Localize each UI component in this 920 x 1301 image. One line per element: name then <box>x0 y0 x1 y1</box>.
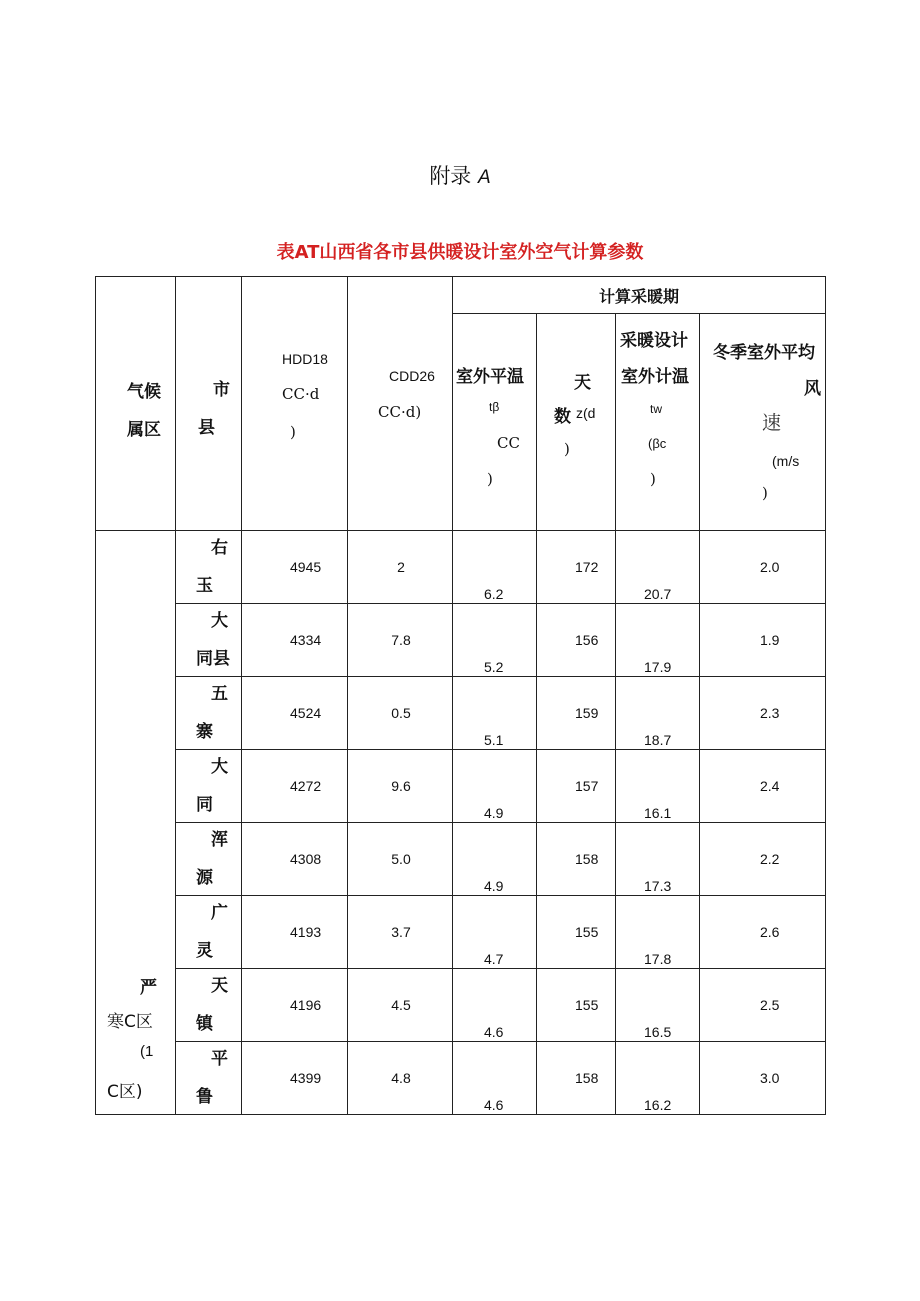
hdd-cell <box>242 1042 348 1115</box>
cdd-value: 3.7 <box>391 924 411 940</box>
city-cell <box>176 896 242 969</box>
design-temp-value: 17.8 <box>644 951 672 967</box>
wind-speed-cell <box>700 604 826 677</box>
zone-label-line1: 严 <box>140 978 157 998</box>
header-temp-unit: CC <box>497 434 520 452</box>
header-design-unit: (βc <box>648 436 667 451</box>
hdd-value: 4524 <box>290 705 322 721</box>
header-days-paren: ) <box>564 440 570 458</box>
table-row <box>96 750 826 823</box>
city-name-line1: 广 <box>211 903 228 923</box>
header-days-line2: 数 <box>554 407 571 427</box>
header-temp-paren: ) <box>487 470 493 488</box>
city-name-line1: 浑 <box>211 830 228 850</box>
outdoor-temp-value: 5.2 <box>484 659 504 675</box>
design-temp-value: 18.7 <box>644 732 672 748</box>
hdd-value: 4193 <box>290 924 322 940</box>
outdoor-temp-cell <box>453 896 537 969</box>
cdd-cell <box>348 896 453 969</box>
wind-speed-value: 2.5 <box>760 997 780 1013</box>
hdd-value: 4945 <box>290 559 322 575</box>
outdoor-temp-value: 4.6 <box>484 1024 504 1040</box>
header-zone <box>96 277 176 531</box>
city-name-line1: 大 <box>211 611 228 631</box>
wind-speed-value: 2.3 <box>760 705 780 721</box>
days-value: 157 <box>575 778 599 794</box>
days-cell <box>537 677 616 750</box>
days-value: 155 <box>575 924 599 940</box>
days-cell <box>537 750 616 823</box>
city-name-line1: 大 <box>211 757 228 777</box>
city-name-line2: 镇 <box>196 1014 213 1034</box>
header-heating-period: 计算采暖期 <box>453 277 826 314</box>
city-name-line1: 右 <box>211 538 228 558</box>
header-temp-symbol: tβ <box>489 400 500 414</box>
header-wind-line3: 速 <box>762 412 782 434</box>
header-design-line2: 室外计温 <box>621 367 689 387</box>
appendix-letter: A <box>478 167 491 188</box>
wind-speed-cell <box>700 750 826 823</box>
zone-label-line2: 寒C区 <box>107 1012 153 1032</box>
cdd-cell <box>348 1042 453 1115</box>
wind-speed-value: 2.0 <box>760 559 780 575</box>
days-value: 172 <box>575 559 599 575</box>
days-cell <box>537 604 616 677</box>
city-cell <box>176 531 242 604</box>
wind-speed-value: 2.6 <box>760 924 780 940</box>
outdoor-temp-cell <box>453 531 537 604</box>
wind-speed-cell <box>700 969 826 1042</box>
cdd-cell <box>348 604 453 677</box>
design-temp-cell <box>616 823 700 896</box>
header-city <box>176 277 242 531</box>
table-caption: 表AT山西省各市县供暖设计室外空气计算参数 <box>276 242 644 263</box>
design-temp-cell <box>616 677 700 750</box>
cdd-value: 4.5 <box>391 997 411 1013</box>
header-hdd <box>242 277 348 531</box>
header-wind-line2: 风 <box>804 379 821 399</box>
days-cell <box>537 969 616 1042</box>
header-hdd-unit: CC·d <box>282 385 320 403</box>
header-design-line1: 采暖设计 <box>620 331 688 351</box>
hdd-cell <box>242 677 348 750</box>
wind-speed-cell <box>700 1042 826 1115</box>
table-row <box>96 969 826 1042</box>
hdd-cell <box>242 531 348 604</box>
city-cell <box>176 677 242 750</box>
header-design-symbol: tw <box>650 402 662 416</box>
hdd-value: 4399 <box>290 1070 322 1086</box>
wind-speed-value: 3.0 <box>760 1070 780 1086</box>
cdd-value: 5.0 <box>391 851 411 867</box>
outdoor-temp-value: 5.1 <box>484 732 504 748</box>
cdd-cell <box>348 823 453 896</box>
hdd-cell <box>242 604 348 677</box>
days-value: 158 <box>575 1070 599 1086</box>
table-row <box>96 823 826 896</box>
hdd-value: 4308 <box>290 851 322 867</box>
design-temp-cell <box>616 1042 700 1115</box>
cdd-cell <box>348 750 453 823</box>
appendix-heading <box>0 160 920 190</box>
header-zone-line1: 气候 <box>127 382 161 402</box>
city-name-line2: 同县 <box>196 649 230 669</box>
wind-speed-cell <box>700 677 826 750</box>
wind-speed-cell <box>700 823 826 896</box>
hdd-value: 4196 <box>290 997 322 1013</box>
city-name-line1: 五 <box>211 684 228 704</box>
city-name-line2: 灵 <box>196 941 213 961</box>
wind-speed-value: 2.2 <box>760 851 780 867</box>
header-design-temp <box>616 314 700 531</box>
outdoor-temp-cell <box>453 604 537 677</box>
zone-label-line3: (1 <box>140 1043 154 1060</box>
outdoor-temp-value: 4.6 <box>484 1097 504 1113</box>
wind-speed-cell <box>700 896 826 969</box>
header-temp-title: 室外平温 <box>456 367 524 387</box>
header-hdd-label: HDD18 <box>282 351 328 367</box>
hdd-cell <box>242 750 348 823</box>
days-cell <box>537 531 616 604</box>
cdd-value: 9.6 <box>391 778 411 794</box>
outdoor-temp-cell <box>453 750 537 823</box>
table-row <box>96 604 826 677</box>
cdd-value: 0.5 <box>391 705 411 721</box>
outdoor-temp-cell <box>453 969 537 1042</box>
city-name-line2: 鲁 <box>196 1087 213 1107</box>
city-name-line1: 天 <box>211 976 228 996</box>
hdd-cell <box>242 969 348 1042</box>
wind-speed-value: 1.9 <box>760 632 780 648</box>
header-design-paren: ) <box>650 470 656 488</box>
design-temp-cell <box>616 531 700 604</box>
city-name-line1: 平 <box>211 1049 228 1069</box>
design-temp-cell <box>616 896 700 969</box>
hdd-value: 4334 <box>290 632 322 648</box>
outdoor-temp-value: 4.9 <box>484 878 504 894</box>
city-cell <box>176 1042 242 1115</box>
header-outdoor-temp <box>453 314 537 531</box>
hdd-cell <box>242 823 348 896</box>
days-value: 158 <box>575 851 599 867</box>
header-days-line1: 天 <box>574 373 591 393</box>
design-temp-value: 17.3 <box>644 878 672 894</box>
design-temp-cell <box>616 604 700 677</box>
table-row <box>96 677 826 750</box>
days-cell <box>537 896 616 969</box>
outdoor-temp-value: 4.7 <box>484 951 504 967</box>
design-temp-value: 16.5 <box>644 1024 672 1040</box>
city-name-line2: 源 <box>196 868 213 888</box>
design-temp-cell <box>616 750 700 823</box>
zone-cell <box>96 531 176 1115</box>
heating-parameters-table <box>95 276 826 1115</box>
city-cell <box>176 604 242 677</box>
days-value: 159 <box>575 705 599 721</box>
header-zone-line2: 属区 <box>127 420 161 440</box>
city-name-line2: 寨 <box>196 722 213 742</box>
hdd-value: 4272 <box>290 778 322 794</box>
city-cell <box>176 823 242 896</box>
days-value: 156 <box>575 632 599 648</box>
header-cdd <box>348 277 453 531</box>
header-wind-line1: 冬季室外平均 <box>713 343 815 363</box>
header-hdd-paren: ) <box>290 423 296 441</box>
design-temp-value: 17.9 <box>644 659 672 675</box>
cdd-cell <box>348 677 453 750</box>
outdoor-temp-cell <box>453 1042 537 1115</box>
header-wind-unit: (m/s <box>772 453 800 469</box>
hdd-cell <box>242 896 348 969</box>
table-row <box>96 1042 826 1115</box>
outdoor-temp-value: 6.2 <box>484 586 504 602</box>
outdoor-temp-cell <box>453 823 537 896</box>
outdoor-temp-cell <box>453 677 537 750</box>
table-row <box>96 531 826 604</box>
wind-speed-value: 2.4 <box>760 778 780 794</box>
design-temp-value: 16.2 <box>644 1097 672 1113</box>
design-temp-value: 20.7 <box>644 586 672 602</box>
days-cell <box>537 1042 616 1115</box>
design-temp-value: 16.1 <box>644 805 672 821</box>
outdoor-temp-value: 4.9 <box>484 805 504 821</box>
city-name-line2: 同 <box>196 795 213 815</box>
days-cell <box>537 823 616 896</box>
header-days-unit: z(d <box>576 405 596 421</box>
header-wind-speed <box>700 314 826 531</box>
header-city-line2: 县 <box>198 418 215 438</box>
zone-label-line4: C区) <box>107 1082 143 1102</box>
header-days <box>537 314 616 531</box>
cdd-value: 2 <box>397 559 405 575</box>
city-cell <box>176 969 242 1042</box>
days-value: 155 <box>575 997 599 1013</box>
city-cell <box>176 750 242 823</box>
cdd-cell <box>348 531 453 604</box>
design-temp-cell <box>616 969 700 1042</box>
table-row <box>96 896 826 969</box>
cdd-cell <box>348 969 453 1042</box>
cdd-value: 7.8 <box>391 632 411 648</box>
appendix-text: 附录 <box>429 164 472 188</box>
header-cdd-unit: CC·d) <box>378 403 422 421</box>
header-wind-paren: ) <box>762 484 768 502</box>
header-cdd-label: CDD26 <box>389 368 435 384</box>
header-city-line1: 市 <box>213 380 230 400</box>
cdd-value: 4.8 <box>391 1070 411 1086</box>
city-name-line2: 玉 <box>196 576 213 596</box>
wind-speed-cell <box>700 531 826 604</box>
